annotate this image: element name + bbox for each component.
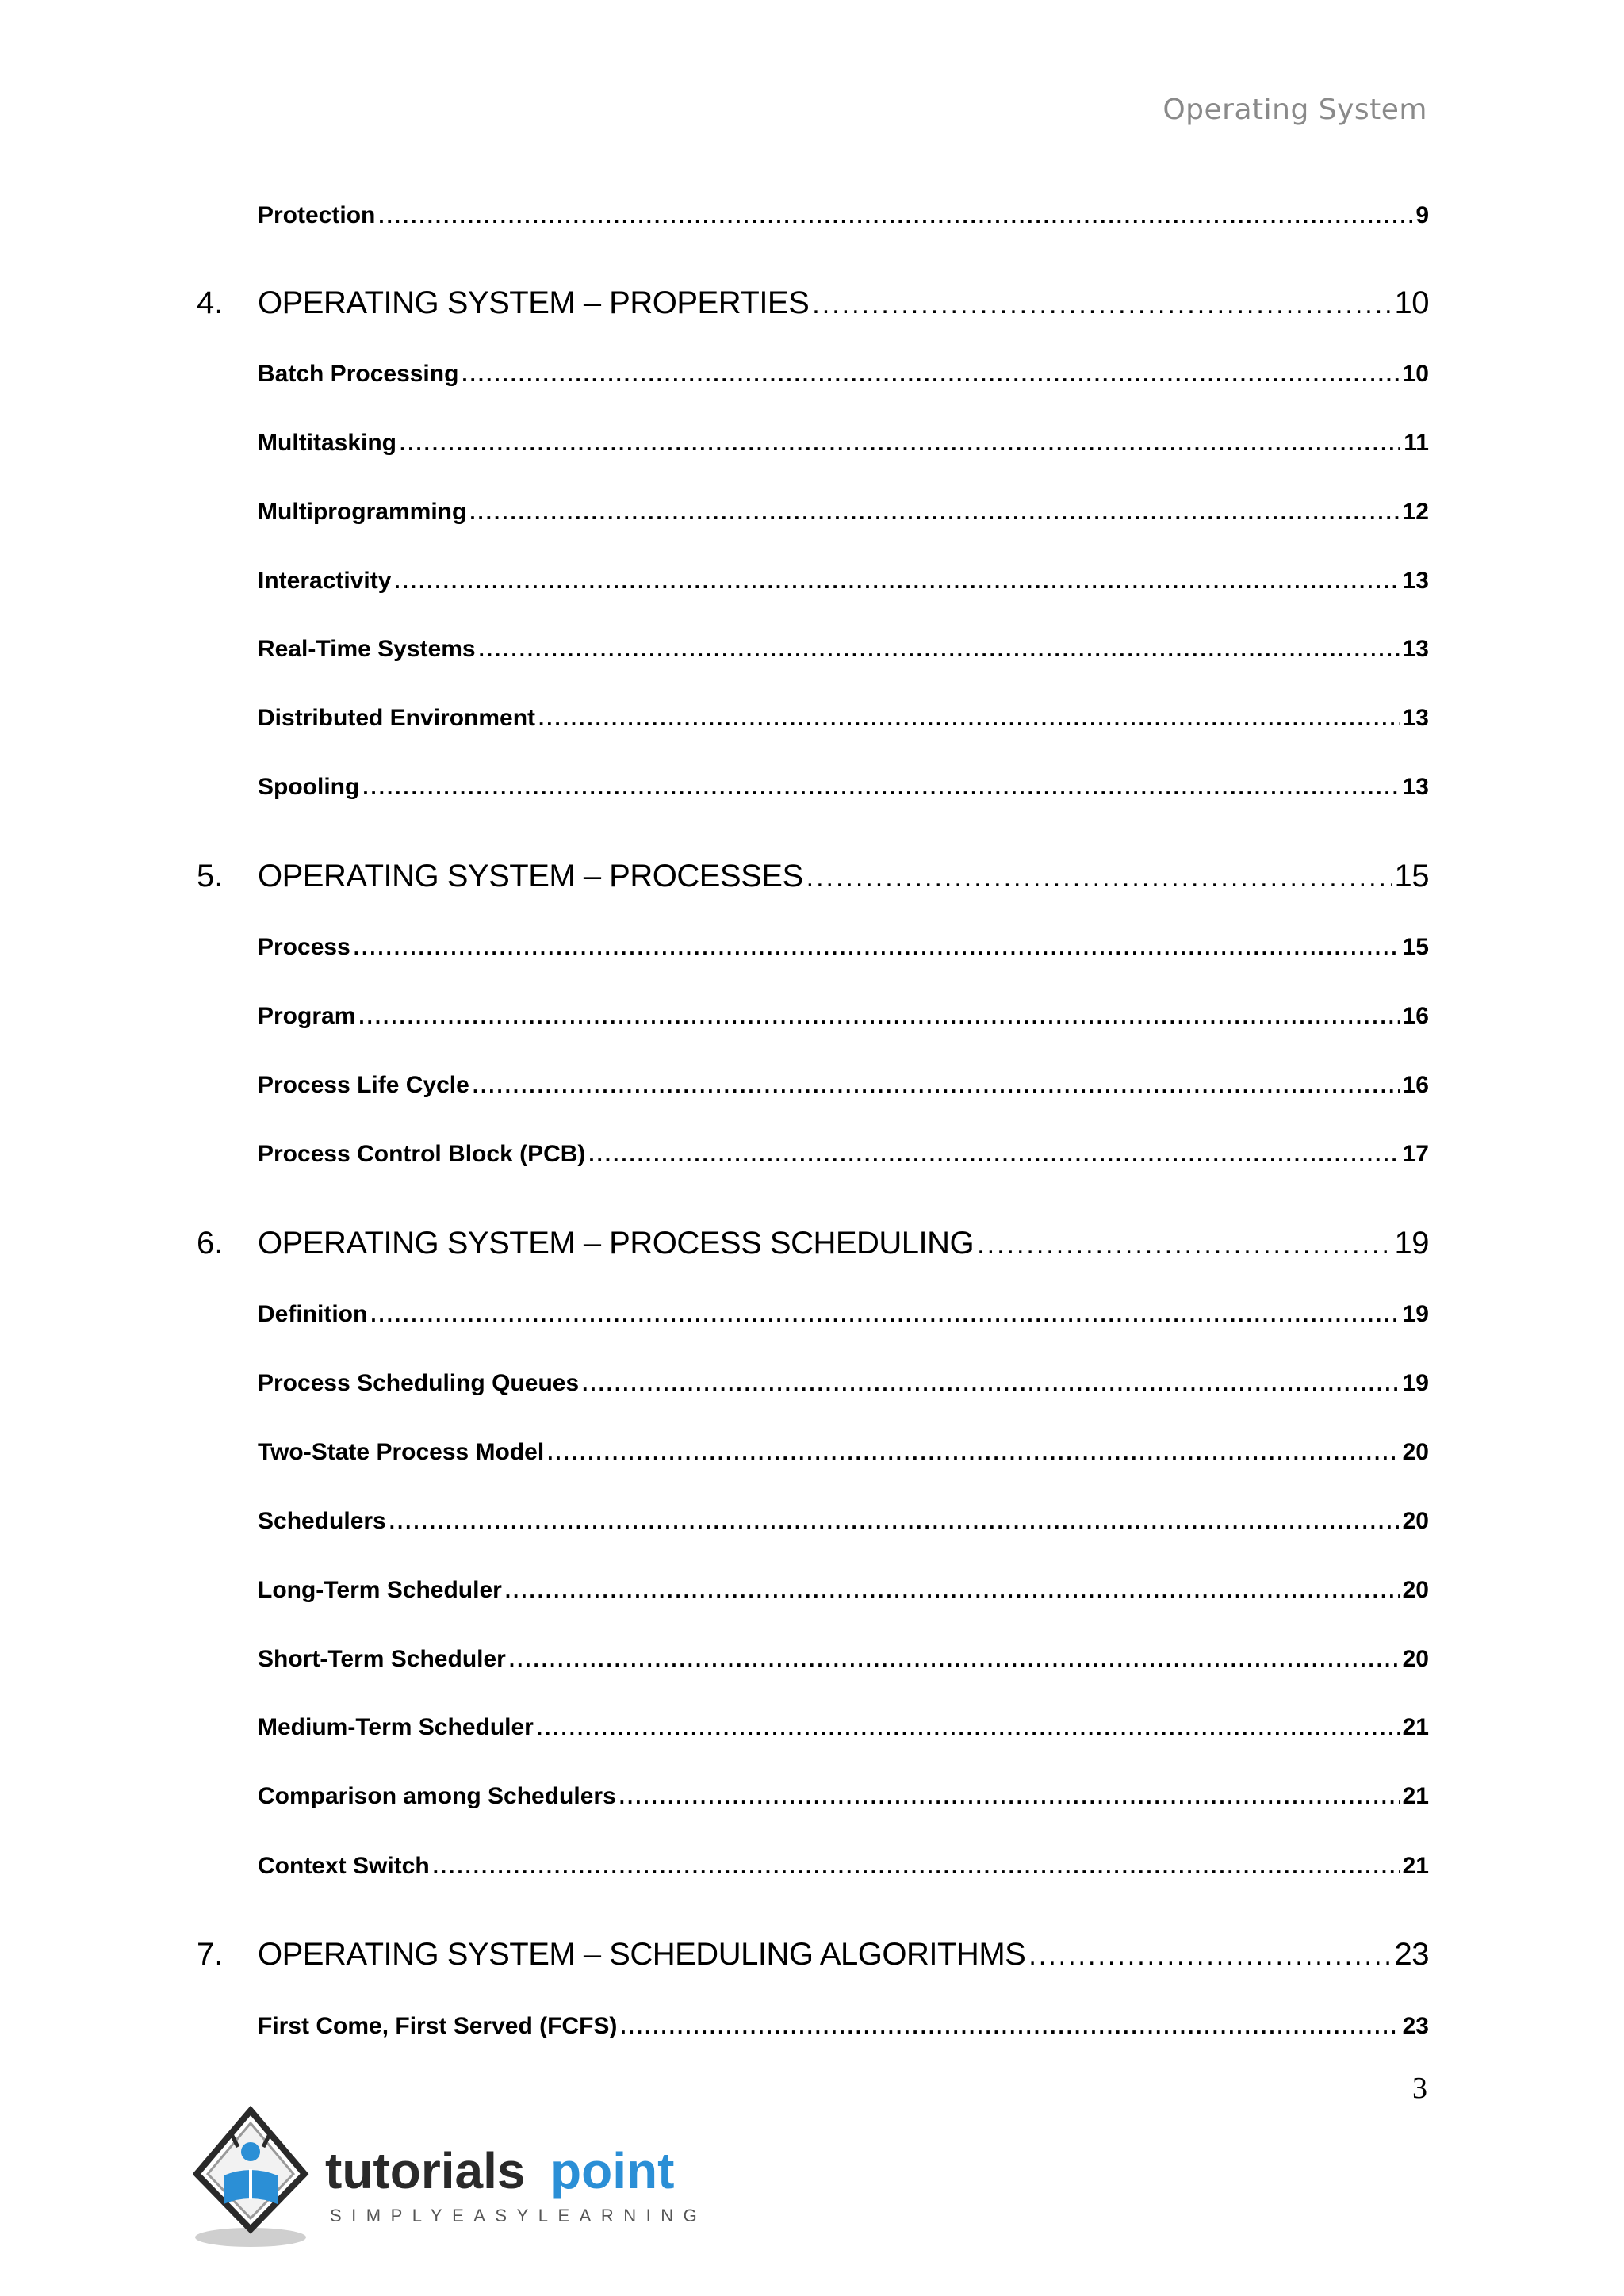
toc-chapter-number: 6. [197,1226,224,1261]
toc-entry-row[interactable] [258,1712,1429,1743]
logo-brand-light: point [550,2142,675,2199]
dot-leader [362,771,1399,803]
toc-entry-row[interactable] [258,1437,1429,1468]
toc-entry-label: Process [258,934,350,960]
tutorialspoint-logo-icon [193,2103,701,2253]
dot-leader [620,2011,1399,2042]
toc-entry-row[interactable] [258,771,1429,803]
dot-leader [473,1070,1400,1101]
dot-leader [509,1644,1400,1675]
toc-page-number: 19 [1394,1226,1429,1261]
toc-page-number: 9 [1415,202,1429,228]
toc-entry-row[interactable] [258,427,1429,459]
toc-entry-label: Spooling [258,774,360,800]
toc-entry-row[interactable] [258,1781,1429,1812]
toc-entry-label: OPERATING SYSTEM – PROCESS SCHEDULING [258,1226,975,1261]
toc-page-number: 19 [1402,1301,1429,1327]
toc-entry-label: Definition [258,1301,368,1327]
toc-entry-row[interactable] [258,1368,1429,1399]
toc-entry-row[interactable] [258,1299,1429,1330]
dot-leader [538,702,1400,734]
toc-entry-row[interactable] [258,200,1429,232]
dot-leader [358,1001,1399,1032]
toc-entry-label: Protection [258,202,376,228]
toc-page-number: 20 [1402,1577,1429,1603]
toc-page-number: 17 [1402,1141,1429,1167]
toc-page-number: 21 [1402,1714,1429,1740]
dot-leader [1028,1934,1391,1977]
toc-page-number: 13 [1402,636,1429,662]
toc-entry-label: Program [258,1003,356,1029]
toc-entry-row[interactable] [258,358,1429,390]
toc-page-number: 15 [1394,859,1429,894]
toc-page-number: 23 [1394,1937,1429,1972]
toc-entry-row[interactable] [258,565,1429,597]
dot-leader [547,1437,1399,1468]
dot-leader [479,633,1400,665]
toc-chapter-row[interactable] [258,281,1429,324]
dot-leader [588,1138,1399,1170]
toc-entry-label: Schedulers [258,1508,386,1534]
toc-page-number: 21 [1402,1853,1429,1879]
dot-leader [812,283,1391,326]
toc-entry-row[interactable] [258,702,1429,734]
toc-entry-label: Two-State Process Model [258,1439,545,1465]
toc-entry-label: Multitasking [258,430,397,456]
toc-entry-label: First Come, First Served (FCFS) [258,2013,618,2039]
toc-entry-row[interactable] [258,1850,1429,1882]
dot-leader [505,1575,1400,1606]
toc-entry-row[interactable] [258,932,1429,963]
toc-page-number: 10 [1402,361,1429,387]
dot-leader [394,565,1399,597]
toc-entry-label: Multiprogramming [258,499,467,525]
tutorialspoint-logo [193,2103,701,2253]
dot-leader [378,200,1412,232]
dot-leader [389,1506,1400,1537]
toc-chapter-number: 5. [197,859,224,894]
toc-entry-label: OPERATING SYSTEM – PROCESSES [258,859,803,894]
toc-entry-label: Process Life Cycle [258,1072,469,1098]
toc-page-number: 20 [1402,1508,1429,1534]
toc-entry-label: Real-Time Systems [258,636,476,662]
toc-page-number: 23 [1402,2013,1429,2039]
dot-leader [537,1712,1400,1743]
dot-leader [433,1850,1400,1882]
dot-leader [400,427,1400,459]
toc-page-number: 19 [1402,1370,1429,1396]
toc-page-number: 13 [1402,774,1429,800]
running-header: Operating System [1162,94,1427,126]
dot-leader [370,1299,1399,1330]
toc-page-number: 21 [1402,1783,1429,1809]
toc-chapter-number: 4. [197,285,224,320]
toc-entry-label: Distributed Environment [258,705,536,731]
toc-page-number: 16 [1402,1072,1429,1098]
toc-entry-label: Short-Term Scheduler [258,1646,506,1672]
toc-entry-row[interactable] [258,1506,1429,1537]
toc-page-number: 11 [1404,430,1429,456]
toc-entry-label: Batch Processing [258,361,459,387]
toc-page-number: 10 [1394,285,1429,320]
page-number: 3 [1412,2072,1427,2105]
toc-page-number: 13 [1402,568,1429,594]
toc-entry-label: OPERATING SYSTEM – PROPERTIES [258,285,810,320]
toc-entry-label: Long-Term Scheduler [258,1577,502,1603]
toc-entry-row[interactable] [258,1138,1429,1170]
dot-leader [582,1368,1399,1399]
logo-brand-dark: tutorials [325,2142,526,2199]
dot-leader [462,358,1399,390]
toc-entry-label: Interactivity [258,568,392,594]
dot-leader [619,1781,1400,1812]
toc-entry-label: Medium-Term Scheduler [258,1714,534,1740]
toc-entry-row[interactable] [258,633,1429,665]
toc-entry-row[interactable] [258,496,1429,528]
toc-chapter-row[interactable] [258,855,1429,897]
toc-entry-row[interactable] [258,1001,1429,1032]
logo-tagline: SIMPLYEASYLEARNING [330,2206,701,2225]
toc-chapter-row[interactable] [258,1933,1429,1976]
toc-page-number: 20 [1402,1439,1429,1465]
toc-chapter-row[interactable] [258,1222,1429,1265]
dot-leader [354,932,1400,963]
toc-entry-label: OPERATING SYSTEM – SCHEDULING ALGORITHMS [258,1937,1026,1972]
toc-entry-label: Process Control Block (PCB) [258,1141,586,1167]
toc-page-number: 12 [1402,499,1429,525]
toc-page-number: 13 [1402,705,1429,731]
toc-entry-row[interactable] [258,1070,1429,1101]
dot-leader [977,1223,1391,1266]
toc-page-number: 15 [1402,934,1429,960]
toc-page-number: 16 [1402,1003,1429,1029]
toc-entry-label: Process Scheduling Queues [258,1370,580,1396]
toc-entry-row[interactable] [258,2011,1429,2042]
toc-entry-label: Context Switch [258,1853,430,1879]
toc-entry-row[interactable] [258,1575,1429,1606]
toc-page-number: 20 [1402,1646,1429,1672]
toc-chapter-number: 7. [197,1937,224,1972]
dot-leader [469,496,1399,528]
toc-entry-label: Comparison among Schedulers [258,1783,616,1809]
dot-leader [806,856,1392,899]
toc-entry-row[interactable] [258,1644,1429,1675]
